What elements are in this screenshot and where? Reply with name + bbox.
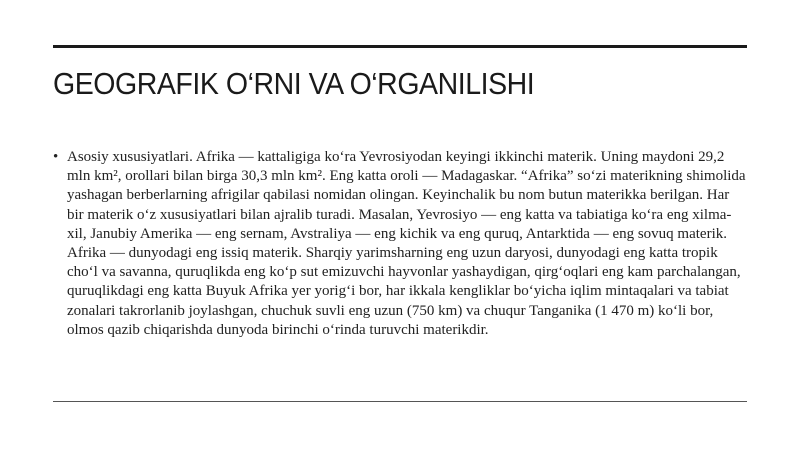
bullet-item: [53, 148, 747, 340]
bottom-divider: [53, 401, 747, 402]
bullet-marker: •: [53, 149, 59, 165]
slide-title: GEOGRAFIK O‘RNI VA O‘RGANILISHI: [53, 66, 535, 101]
bullet-text: Asosiy xususiyatlari. Afrika — kattaligiga ko‘ra Yevrosiyodan keyingi ikkinchi materik. Uning maydoni 29,2 mln km², orollari bilan birga 30,3 mln km². Eng katta oroli — Madagaskar. “Afrika” so‘zi materikning shimolida yashagan berberlarning afrigilar qabilasi nomidan olingan. Keyinchalik bu nom butun materikka berilgan. Har bir materik o‘z xususiyatlari bilan ajralib turadi. Masalan, Yevrosiyo — eng katta va tabiatiga ko‘ra eng xilma-xil, Janubiy Amerika — eng sernam, Avstraliya — eng kichik va eng quruq, Antarktida — eng sovuq materik. Afrika — dunyodagi eng issiq materik. Sharqiy yarimsharning eng uzun daryosi, dunyodagi eng katta tropik cho‘l va savanna, quruqlikda eng ko‘p sut emizuvchi hayvonlar yashaydigan, qirg‘oqlari eng kam parchalangan, quruqlikdagi eng katta Buyuk Afrika yer yorig‘i bor, har ikkala kengliklar bo‘yicha iqlim mintaqalari va tabiat zonalari takrorlanib joylashgan, chuchuk suvli eng uzun (750 km) va chuqur Tanganika (1 470 m) ko‘li bor, olmos qazib chiqarishda dunyoda birinchi o‘rinda turuvchi materikdir.: [67, 149, 746, 338]
top-divider: [53, 45, 747, 48]
slide-content: [53, 148, 747, 340]
